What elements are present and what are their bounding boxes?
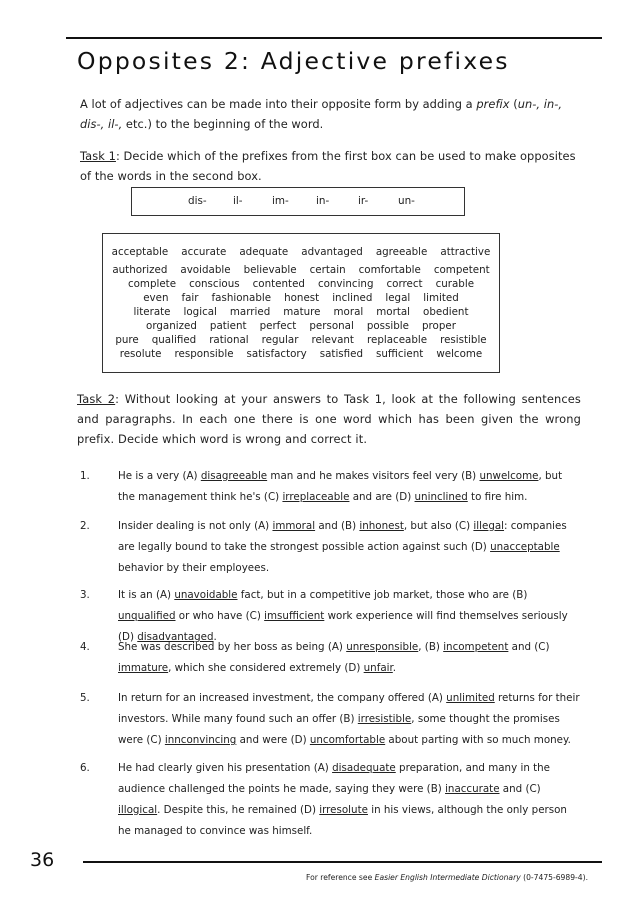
prefix-item: il- bbox=[233, 195, 243, 207]
adjective-word: honest bbox=[284, 292, 320, 304]
question-text-part: to fire him. bbox=[467, 491, 528, 503]
adjective-word: authorized bbox=[112, 264, 168, 276]
adjective-word: relevant bbox=[311, 334, 354, 346]
adjective-row bbox=[103, 291, 499, 305]
adjective-row bbox=[103, 263, 499, 277]
candidate-word: irresolute bbox=[319, 804, 368, 816]
question-text-part: man and he makes visitors feel very (B) bbox=[267, 470, 480, 482]
question-item bbox=[80, 516, 580, 579]
candidate-word: disagreeable bbox=[200, 470, 268, 482]
adjective-word: literate bbox=[133, 306, 171, 318]
adjective-word: correct bbox=[386, 278, 423, 290]
adjective-word: advantaged bbox=[301, 246, 363, 258]
question-text bbox=[118, 637, 580, 679]
intro-text-1: A lot of adjectives can be made into their opposite form by adding a bbox=[80, 97, 477, 111]
candidate-word: unacceptable bbox=[490, 541, 560, 553]
prefix-item: un- bbox=[398, 195, 415, 207]
adjective-word: attractive bbox=[440, 246, 491, 258]
adjective-word: fashionable bbox=[211, 292, 272, 304]
question-text-part: He is a very (A) bbox=[118, 470, 201, 482]
question-text-part: returns for their investors. While many found such an offer (B) bbox=[118, 692, 580, 725]
adjective-word: patient bbox=[209, 320, 247, 332]
adjective-word: satisfied bbox=[319, 348, 364, 360]
adjective-word: even bbox=[143, 292, 169, 304]
adjective-word: limited bbox=[423, 292, 459, 304]
question-text-part: . bbox=[213, 631, 217, 643]
question-text-part: She was described by her boss as being (A) bbox=[118, 641, 347, 653]
question-number: 2. bbox=[80, 520, 90, 532]
question-text-part: or who have (C) bbox=[175, 610, 265, 622]
intro-paragraph bbox=[80, 94, 580, 134]
candidate-word: irresistible bbox=[357, 713, 412, 725]
intro-examples: un-, in-, dis-, il-, bbox=[80, 97, 563, 131]
candidate-word: inaccurate bbox=[445, 783, 500, 795]
question-text-part: , some thought the promises were (C) bbox=[118, 713, 560, 746]
adjective-box bbox=[102, 233, 500, 373]
question-text-part: , (B) bbox=[418, 641, 444, 653]
adjective-word: certain bbox=[309, 264, 346, 276]
prefix-item: ir- bbox=[358, 195, 369, 207]
adjective-word: obedient bbox=[423, 306, 469, 318]
intro-text-2: ( bbox=[509, 97, 518, 111]
adjective-word: married bbox=[229, 306, 271, 318]
adjective-row bbox=[103, 333, 499, 347]
question-text-part: in his views, although the only person he managed to convince was himself. bbox=[118, 804, 567, 837]
adjective-word: avoidable bbox=[180, 264, 231, 276]
candidate-word: unqualified bbox=[118, 610, 176, 622]
candidate-word: unfair bbox=[363, 662, 393, 674]
candidate-word: unavoidable bbox=[174, 589, 238, 601]
question-text-part: : companies are legally bound to take the strongest possible action against such (D) bbox=[118, 520, 567, 553]
top-rule bbox=[66, 37, 602, 39]
question-text-part: and (C) bbox=[508, 641, 550, 653]
prefix-item: dis- bbox=[188, 195, 207, 207]
adjective-word: mature bbox=[283, 306, 321, 318]
adjective-word: pure bbox=[115, 334, 139, 346]
question-text bbox=[118, 466, 580, 508]
task1-text: : Decide which of the prefixes from the first box can be used to make opposites of the words in the second box. bbox=[80, 149, 576, 183]
question-item bbox=[80, 688, 580, 751]
adjective-row bbox=[103, 305, 499, 319]
question-number: 4. bbox=[80, 641, 90, 653]
prefix-box bbox=[131, 187, 465, 216]
candidate-word: uncomfortable bbox=[309, 734, 386, 746]
question-item bbox=[80, 637, 580, 679]
adjective-word: competent bbox=[433, 264, 490, 276]
adjective-word: regular bbox=[261, 334, 299, 346]
adjective-word: rational bbox=[209, 334, 249, 346]
candidate-word: unlimited bbox=[446, 692, 495, 704]
question-text-part: It is an (A) bbox=[118, 589, 175, 601]
adjective-row bbox=[103, 277, 499, 291]
adjective-word: organized bbox=[146, 320, 197, 332]
question-item bbox=[80, 466, 580, 508]
question-text-part: and are (D) bbox=[349, 491, 415, 503]
adjective-word: complete bbox=[127, 278, 177, 290]
adjective-word: welcome bbox=[436, 348, 483, 360]
question-text-part: and were (D) bbox=[236, 734, 310, 746]
candidate-word: disadvantaged bbox=[137, 631, 214, 643]
question-text-part: . Despite this, he remained (D) bbox=[157, 804, 320, 816]
adjective-word: resolute bbox=[119, 348, 162, 360]
adjective-word: convincing bbox=[317, 278, 374, 290]
question-text-part: work experience will find themselves seriously (D) bbox=[118, 610, 568, 643]
page-title: Opposites 2: Adjective prefixes bbox=[77, 47, 510, 75]
candidate-word: imsufficient bbox=[264, 610, 325, 622]
intro-text-3: etc.) to the beginning of the word. bbox=[122, 117, 324, 131]
adjective-row bbox=[103, 347, 499, 361]
task2-instructions bbox=[77, 389, 581, 449]
candidate-word: unwelcome bbox=[479, 470, 539, 482]
adjective-word: fair bbox=[181, 292, 199, 304]
adjective-word: mortal bbox=[376, 306, 411, 318]
question-number: 1. bbox=[80, 470, 90, 482]
adjective-word: conscious bbox=[189, 278, 240, 290]
adjective-word: moral bbox=[333, 306, 364, 318]
candidate-word: illogical bbox=[118, 804, 158, 816]
question-text-part: He had clearly given his presentation (A) bbox=[118, 762, 333, 774]
adjective-word: replaceable bbox=[366, 334, 428, 346]
question-text-part: . bbox=[392, 662, 397, 674]
candidate-word: inhonest bbox=[359, 520, 404, 532]
prefix-item: in- bbox=[316, 195, 330, 207]
question-text-part: and (B) bbox=[315, 520, 360, 532]
question-text bbox=[118, 758, 580, 842]
adjective-word: accurate bbox=[181, 246, 227, 258]
task1-instructions bbox=[80, 146, 580, 186]
question-text-part: about parting with so much money. bbox=[385, 734, 571, 746]
adjective-word: logical bbox=[183, 306, 217, 318]
footer-suffix: (0-7475-6989-4). bbox=[520, 873, 588, 882]
question-text-part: , but also (C) bbox=[403, 520, 474, 532]
adjective-word: proper bbox=[421, 320, 456, 332]
task2-label: Task 2 bbox=[77, 392, 116, 406]
task1-label: Task 1 bbox=[80, 149, 116, 163]
candidate-word: irreplaceable bbox=[282, 491, 350, 503]
candidate-word: illegal bbox=[473, 520, 505, 532]
candidate-word: innconvincing bbox=[164, 734, 237, 746]
question-text bbox=[118, 688, 580, 751]
prefix-item: im- bbox=[272, 195, 289, 207]
adjective-row bbox=[103, 319, 499, 333]
adjective-row bbox=[103, 245, 499, 259]
adjective-word: adequate bbox=[239, 246, 289, 258]
candidate-word: immature bbox=[118, 662, 169, 674]
adjective-word: qualified bbox=[151, 334, 197, 346]
candidate-word: unresponsible bbox=[346, 641, 419, 653]
candidate-word: uninclined bbox=[414, 491, 468, 503]
question-text-part: behavior by their employees. bbox=[118, 562, 270, 574]
page-number: 36 bbox=[30, 849, 55, 871]
adjective-word: resistible bbox=[440, 334, 487, 346]
question-text-part: Insider dealing is not only (A) bbox=[118, 520, 273, 532]
adjective-word: sufficient bbox=[376, 348, 424, 360]
adjective-word: personal bbox=[309, 320, 354, 332]
adjective-word: inclined bbox=[332, 292, 373, 304]
footer-book-title: Easier English Intermediate Dictionary bbox=[374, 873, 521, 882]
adjective-word: contented bbox=[252, 278, 305, 290]
bottom-rule bbox=[83, 861, 602, 863]
adjective-word: curable bbox=[435, 278, 475, 290]
question-text bbox=[118, 516, 580, 579]
question-text-part: , but the management think he's (C) bbox=[118, 470, 563, 503]
question-text-part: and (C) bbox=[499, 783, 541, 795]
question-text-part: fact, but in a competitive job market, those who are (B) bbox=[237, 589, 528, 601]
intro-prefix-word: prefix bbox=[476, 97, 510, 111]
question-number: 3. bbox=[80, 589, 90, 601]
adjective-word: believable bbox=[243, 264, 297, 276]
task2-text: : Without looking at your answers to Task 1, look at the following sentences and paragraphs. In each one there is one word which has been given the wrong prefix. Decide which word is wrong and correct it. bbox=[77, 392, 581, 446]
footer-prefix: For reference see bbox=[305, 873, 375, 882]
question-text-part: preparation, and many in the audience challenged the points he made, saying they were (B) bbox=[118, 762, 551, 795]
candidate-word: immoral bbox=[272, 520, 316, 532]
adjective-word: possible bbox=[366, 320, 409, 332]
adjective-word: agreeable bbox=[375, 246, 428, 258]
adjective-word: perfect bbox=[259, 320, 297, 332]
question-text-part: In return for an increased investment, the company offered (A) bbox=[118, 692, 447, 704]
question-number: 6. bbox=[80, 762, 90, 774]
adjective-word: legal bbox=[385, 292, 411, 304]
question-item bbox=[80, 758, 580, 842]
adjective-word: acceptable bbox=[111, 246, 169, 258]
question-text-part: , which she considered extremely (D) bbox=[168, 662, 364, 674]
candidate-word: disadequate bbox=[332, 762, 396, 774]
question-number: 5. bbox=[80, 692, 90, 704]
footer-reference bbox=[306, 873, 588, 882]
adjective-word: satisfactory bbox=[246, 348, 307, 360]
adjective-word: comfortable bbox=[358, 264, 421, 276]
adjective-word: responsible bbox=[174, 348, 234, 360]
candidate-word: incompetent bbox=[443, 641, 509, 653]
